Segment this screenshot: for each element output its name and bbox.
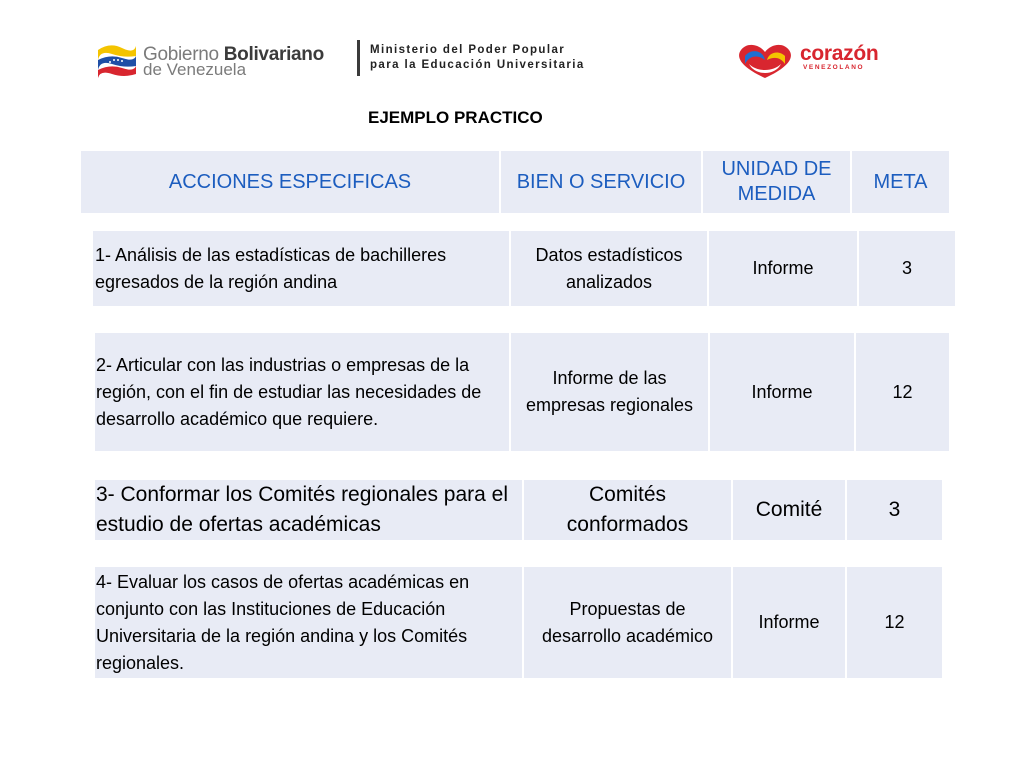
table-row [95, 567, 942, 678]
gobierno-logo-text: Gobierno Bolivariano [143, 44, 324, 65]
table-header-row [81, 151, 949, 213]
unidad-cell: Informe [752, 258, 814, 278]
unidad-cell: Informe [751, 381, 813, 402]
accion-cell: 1- Análisis de las estadísticas de bachilleres egresados de la región andina [95, 244, 447, 292]
bien-cell: Propuestas de desarrollo académico [541, 598, 714, 646]
meta-cell: 12 [892, 381, 913, 402]
meta-cell: 12 [884, 612, 905, 632]
column-header-meta: META [873, 170, 928, 193]
bien-cell: Comités conformados [566, 483, 689, 536]
accion-cell: 2- Articular con las industrias o empresas de la región, con el fin de estudiar las necesidades de desarrollo académico que requiere. [96, 354, 482, 429]
unidad-cell: Comité [755, 498, 823, 521]
page-title: EJEMPLO PRACTICO [368, 108, 543, 127]
bien-cell: Informe de las empresas regionales [525, 368, 694, 415]
meta-cell: 3 [901, 258, 912, 278]
ministerio-line1: Ministerio del Poder Popular [370, 44, 566, 56]
corazon-logo-subtext: VENEZOLANO [803, 64, 865, 71]
ministerio-line2: para la Educación Universitaria [370, 59, 585, 71]
table-row [95, 480, 942, 540]
meta-cell: 3 [888, 498, 901, 521]
venezuela-flag-icon [96, 40, 138, 78]
corazon-logo-text: corazón [800, 42, 879, 65]
column-header-unidad: UNIDAD DE MEDIDA [721, 158, 832, 205]
bien-cell: Datos estadísticos analizados [535, 244, 683, 292]
accion-cell: 4- Evaluar los casos de ofertas académicas en conjunto con las Instituciones de Educación Universitaria de la región andina y los Comités regionales. [96, 571, 470, 673]
column-header-acciones: ACCIONES ESPECIFICAS [168, 170, 412, 193]
corazon-heart-icon [735, 42, 795, 80]
gobierno-logo-subtext: de Venezuela [143, 60, 247, 79]
logo-divider [357, 40, 360, 76]
unidad-cell: Informe [758, 612, 820, 632]
table-row [93, 231, 955, 306]
column-header-bien: BIEN O SERVICIO [516, 170, 686, 193]
table-row [95, 333, 949, 451]
accion-cell: 3- Conformar los Comités regionales para el estudio de ofertas académicas [96, 483, 509, 536]
